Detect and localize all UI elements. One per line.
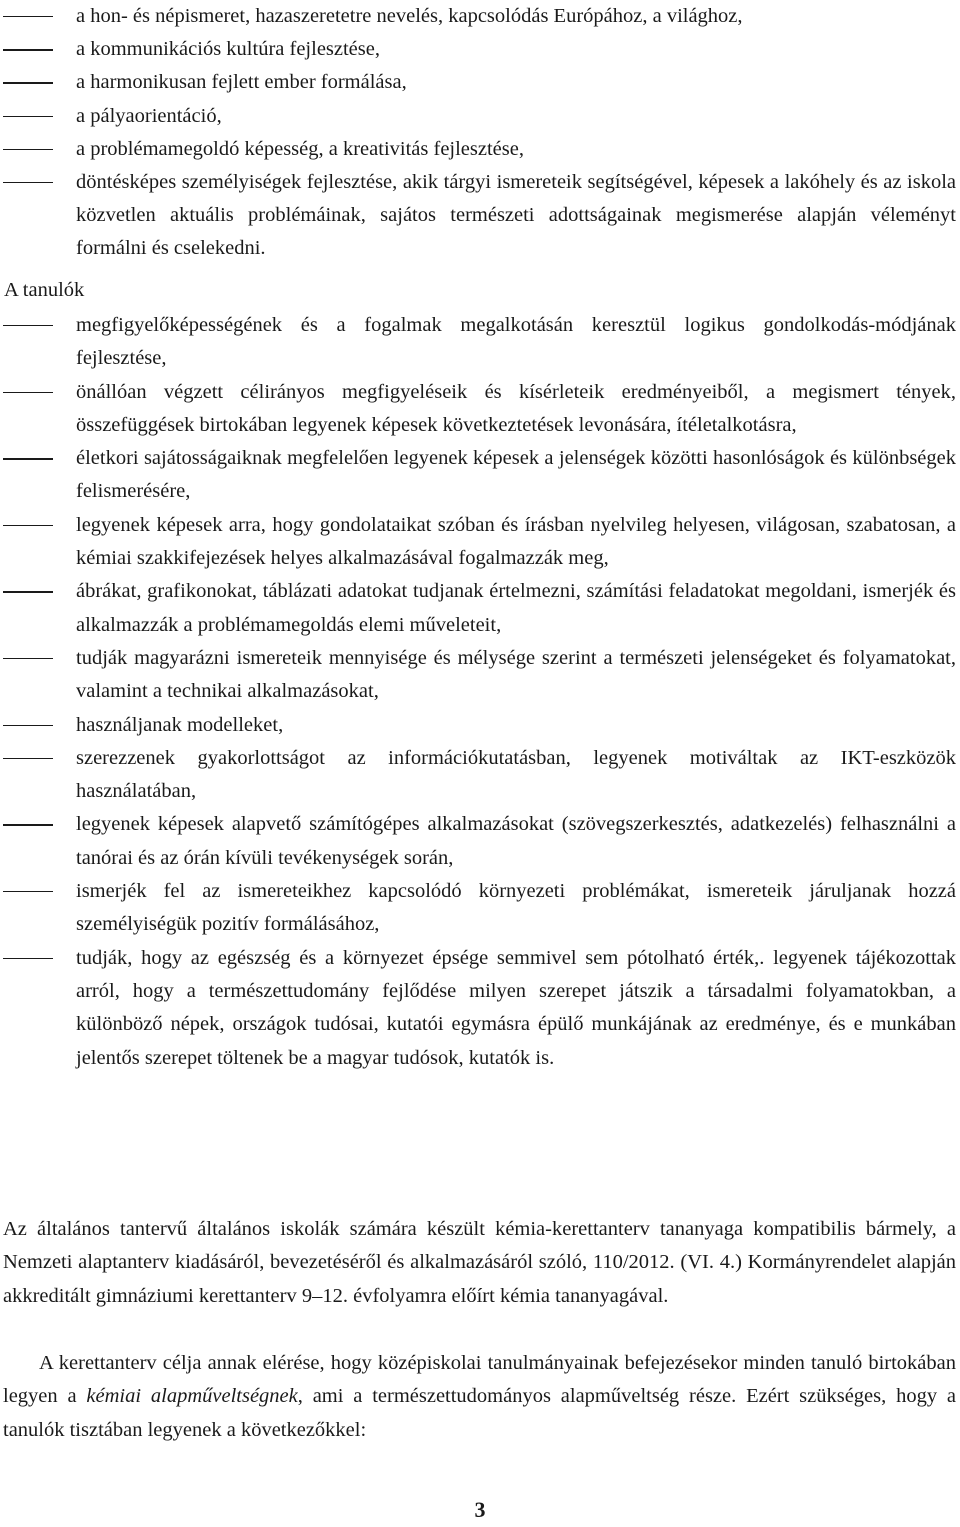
- list-item: [0, 309, 960, 376]
- goal-paragraph-text-end: , ami a természettudományos alapműveltség része. Ezért szükséges, hogy a tanulók tisztában legyenek a következőkkel:: [3, 1385, 956, 1441]
- list-item: [0, 133, 960, 166]
- list-item: [0, 100, 960, 133]
- goal-paragraph: [3, 1347, 956, 1447]
- list-item: [0, 808, 960, 875]
- list-item-text: ismerjék fel az ismereteikhez kapcsolódó környezeti problémákat, ismereteik járuljanak hozzá személyiségük pozitív formálásához,: [76, 880, 956, 936]
- list-item: [0, 33, 960, 66]
- list-item-text: életkori sajátosságaiknak megfelelően legyenek képesek a jelenségek közötti hasonlóságok és különbségek felismerésére,: [76, 447, 956, 503]
- list-item-text: használjanak modelleket,: [76, 713, 284, 736]
- goal-paragraph-text-start: A kerettanterv célja annak elérése, hogy középiskolai tanulmányainak befejezésekor minden tanuló birtokában legyen a: [3, 1352, 956, 1408]
- list-item-text: tudják, hogy az egészség és a környezet épsége semmivel sem pótolható érték,. legyenek tájékozottak arról, hogy a természettudomány fejlődése milyen szerepet játszik a társadalmi folyamatokban, a különböző népek, országok tudósai, kutatói egymásra épülő munkájának az eredménye, és e munkában jelentős szerepet töltenek be a magyar tudósok, kutatók is.: [76, 946, 956, 1069]
- list-item: [0, 575, 960, 642]
- list-item: [0, 875, 960, 942]
- page-number: 3: [474, 1497, 486, 1522]
- students-intro-label: A tanulók: [4, 279, 85, 301]
- goal-paragraph-emphasis: kémiai alapműveltségnek: [86, 1385, 298, 1408]
- goals-list: [0, 0, 960, 266]
- list-item-text: a hon- és népismeret, hazaszeretetre nevelés, kapcsolódás Európához, a világhoz,: [76, 5, 743, 27]
- list-item-text: a problémamegoldó képesség, a kreativitás fejlesztése,: [76, 137, 524, 160]
- list-item-text: a harmonikusan fejlett ember formálása,: [76, 71, 407, 94]
- list-item: [0, 66, 960, 99]
- list-item-text: legyenek képesek alapvető számítógépes alkalmazásokat (szövegszerkesztés, adatkezelés) felhasználni a tanórai és az órán kívüli tevékenységek során,: [76, 813, 956, 869]
- list-item: [0, 0, 960, 33]
- list-item: [0, 709, 960, 742]
- list-item-text: szerezzenek gyakorlottságot az információkutatásban, legyenek motiváltak az IKT-eszközök használatában,: [76, 746, 956, 803]
- list-item-text: megfigyelőképességének és a fogalmak megalkotásán keresztül logikus gondolkodás-módjának fejlesztése,: [76, 314, 956, 370]
- list-item: [0, 376, 960, 443]
- list-item: [0, 166, 960, 266]
- list-item-text: tudják magyarázni ismereteik mennyisége és mélysége szerint a természeti jelenségeket és folyamatokat, valamint a technikai alkalmazásokat,: [76, 646, 956, 703]
- list-item: [0, 642, 960, 709]
- list-item: [0, 442, 960, 509]
- list-item-text: a kommunikációs kultúra fejlesztése,: [76, 38, 380, 61]
- list-item-text: döntésképes személyiségek fejlesztése, akik tárgyi ismereteik segítségével, képesek a lakóhely és az iskola közvetlen aktuális problémáinak, sajátos természeti adottságainak megismerése alapján véleményt formálni és cselekedni.: [76, 171, 956, 260]
- list-item-text: önállóan végzett célirányos megfigyeléseik és kísérleteik eredményeiből, a megismert tények, összefüggések birtokában legyenek képesek következtetések levonására, ítéletalkotásra,: [76, 380, 956, 436]
- list-item-text: ábrákat, grafikonokat, táblázati adatokat tudjanak értelmezni, számítási feladatokat megoldani, ismerjék és alkalmazzák a problémamegoldás elemi műveleteit,: [76, 580, 956, 636]
- compatibility-paragraph: Az általános tantervű általános iskolák számára készült kémia-kerettanterv tananyaga kompatibilis bármely, a Nemzeti alaptanterv kiadásáról, bevezetéséről és alkalmazásáról szóló, 110/2012. (VI. 4.) Kormányrendelet alapján akkreditált gimnáziumi kerettanterv 9–12. évfolyamra előírt kémia tananyagával.: [3, 1218, 956, 1307]
- list-item: [0, 942, 960, 1075]
- list-item-text: legyenek képesek arra, hogy gondolataikat szóban és írásban nyelvileg helyesen, világosan, szabatosan, a kémiai szakkifejezések helyes alkalmazásával fogalmazzák meg,: [76, 513, 956, 570]
- list-item-text: a pályaorientáció,: [76, 104, 222, 127]
- students-list: [0, 309, 960, 1075]
- list-item: [0, 742, 960, 809]
- list-item: [0, 509, 960, 576]
